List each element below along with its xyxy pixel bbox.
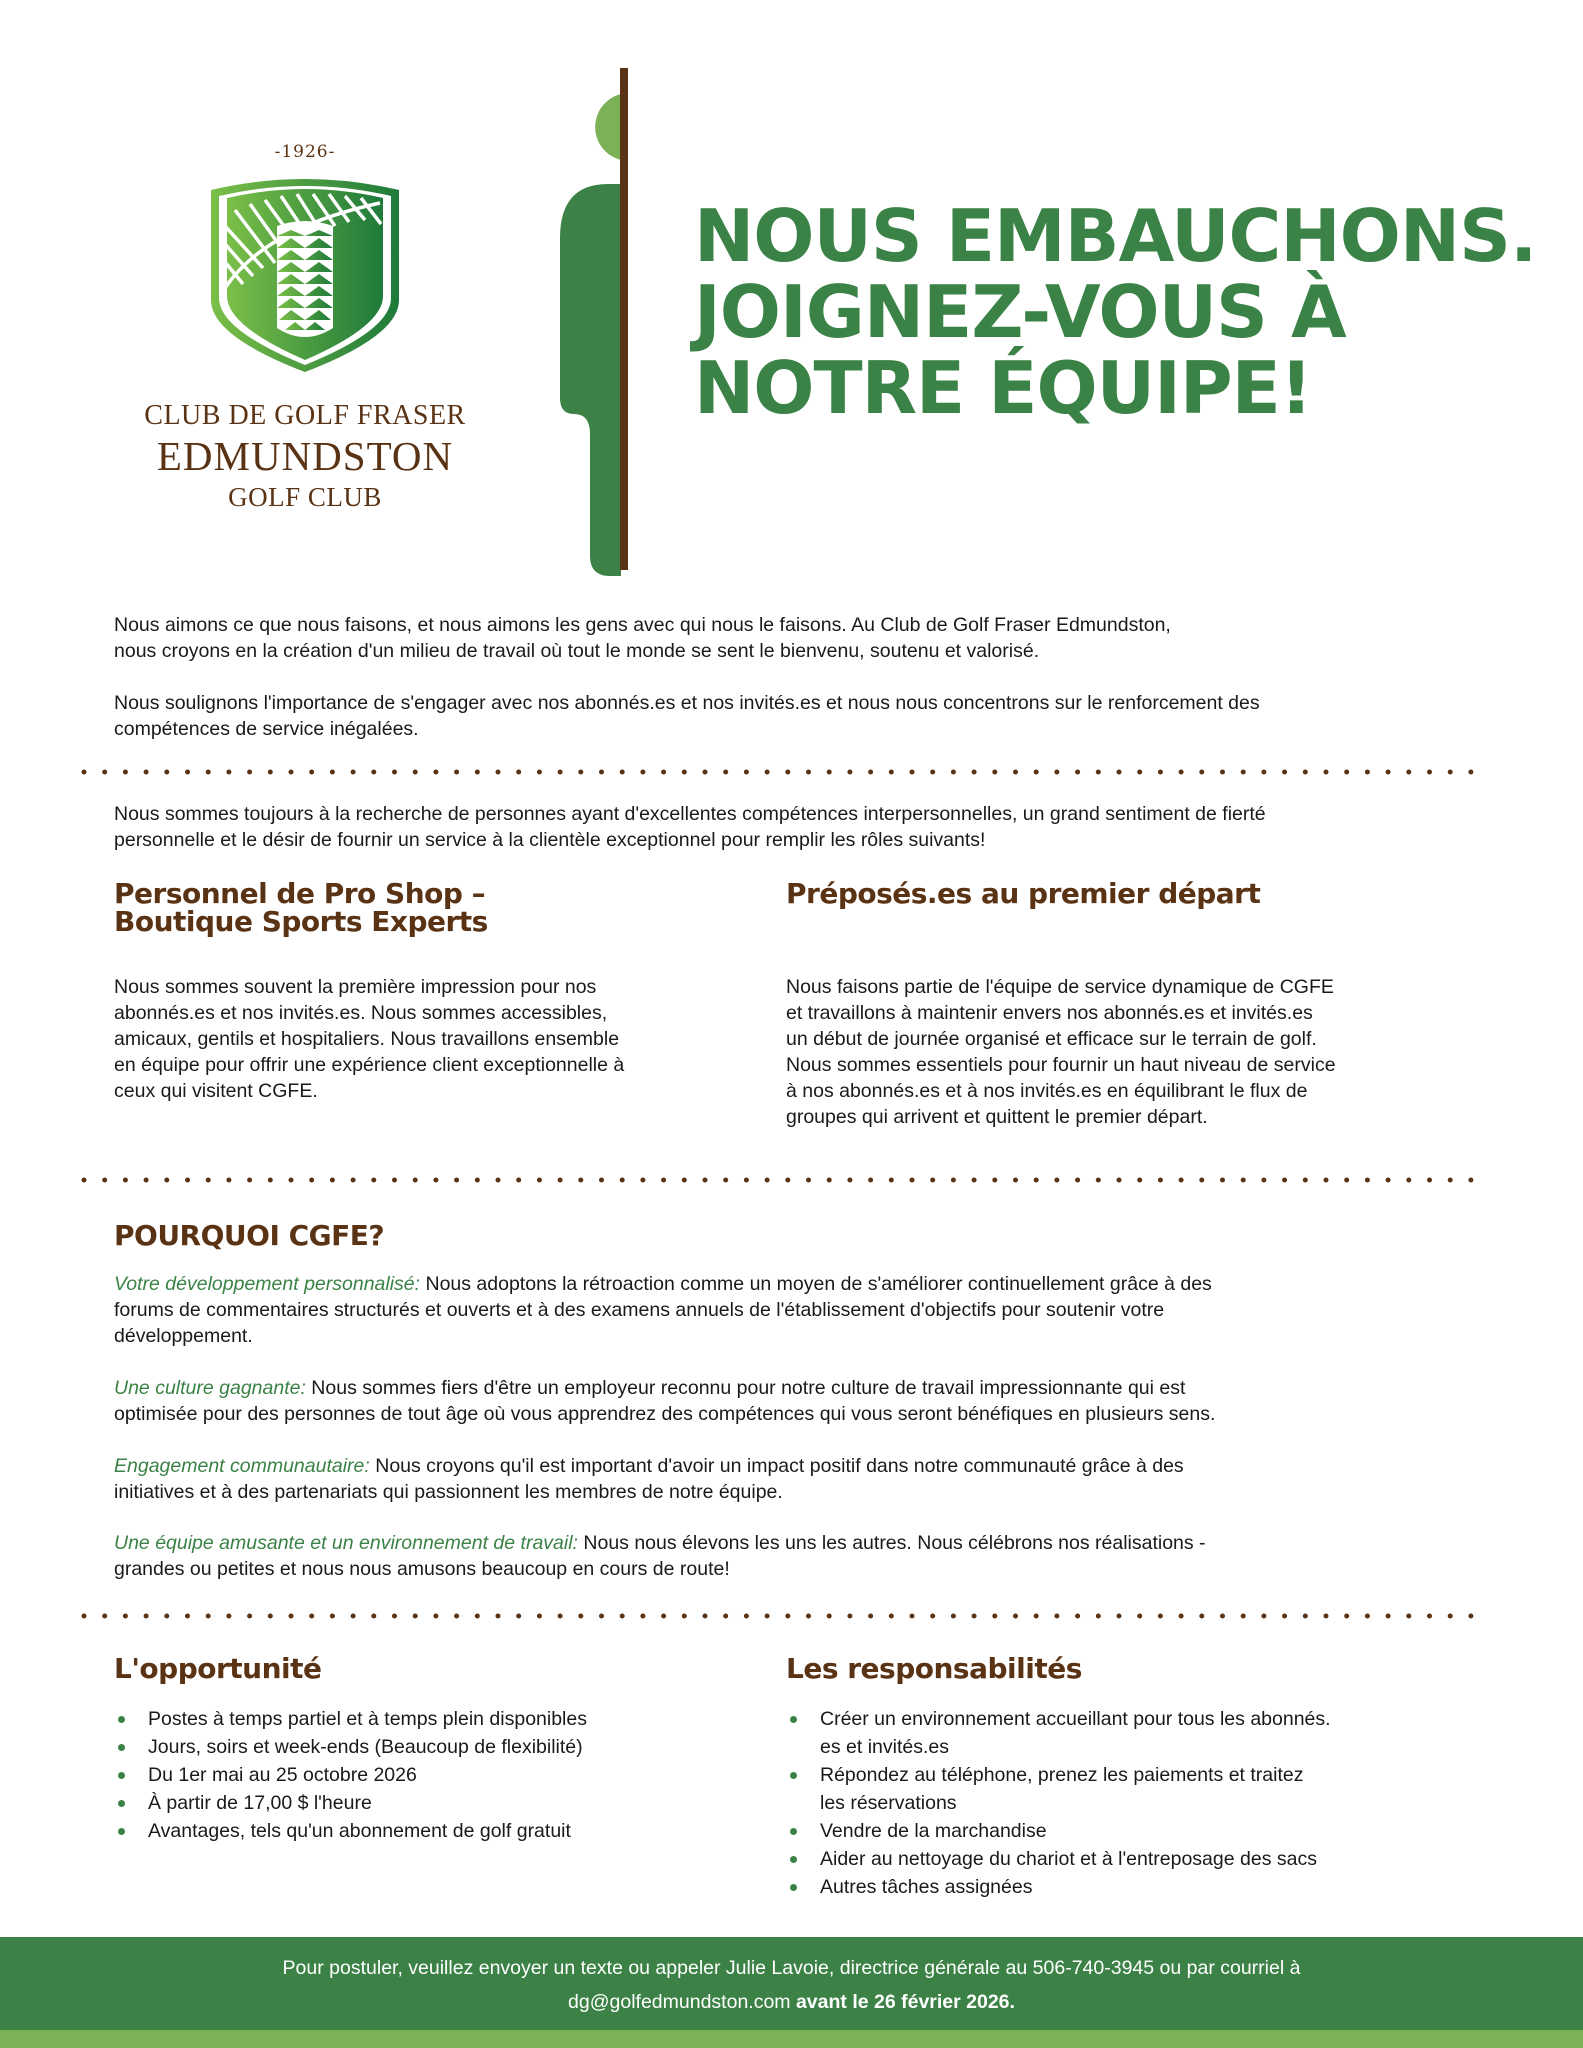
opportunity-section bbox=[114, 1652, 587, 1845]
footer-apply-text: Pour postuler, veuillez envoyer un texte ou appeler Julie Lavoie, directrice générale au 506-740-3945 ou par courriel à dg@golfedmundston.com avant le 26 février 2026. bbox=[282, 1957, 1301, 2013]
why-title: POURQUOI CGFE? bbox=[114, 1219, 385, 1252]
deadline: avant le 26 février 2026. bbox=[790, 1991, 1015, 2013]
role-title: Préposés.es au premier départ bbox=[786, 877, 1261, 910]
role-title: Personnel de Pro Shop – Boutique Sports Experts bbox=[114, 877, 488, 938]
list-item: Vendre de la marchandise bbox=[786, 1817, 1331, 1845]
role-description: Nous faisons partie de l'équipe de service dynamique de CGFE et travaillons à maintenir envers nos abonnés.es et invités.es un début de journée organisé et efficace sur le terrain de golf. Nous sommes essentiels pour fournir un haut niveau de service à nos abonnés.es et à nos invités.es en équilibrant le flux de groupes qui arrivent et quittent le premier départ. bbox=[786, 976, 1336, 1128]
why-item: Votre développement personnalisé: Nous adoptons la rétroaction comme un moyen de s'améliorer continuellement grâce à des forums de commentaires structurés et ouverts et à des examens annuels de l'établissement d'objectifs pour soutenir votre développement. bbox=[114, 1273, 1212, 1347]
responsibilities-section bbox=[786, 1652, 1331, 1901]
contact-email-link[interactable]: dg@golfedmundston.com bbox=[568, 1991, 791, 2013]
why-item: Une culture gagnante: Nous sommes fiers d'être un employeur reconnu pour notre culture de travail impressionnante qui est optimisée pour des personnes de tout âge où vous apprendrez des compétences qui vous seront bénéfiques en plusieurs sens. bbox=[114, 1377, 1216, 1425]
intro-paragraph-1: Nous aimons ce que nous faisons, et nous aimons les gens avec qui nous le faisons. Au Club de Golf Fraser Edmundston, nous croyons en la création d'un milieu de travail où tout le monde se sent le bienvenu, soutenu et valorisé. bbox=[114, 614, 1171, 662]
intro-paragraph-3: Nous sommes toujours à la recherche de personnes ayant d'excellentes compétences interpersonnelles, un grand sentiment de fierté personnelle et le désir de fournir un service à la clientèle exceptionnel pour remplir les rôles suivants! bbox=[114, 803, 1266, 851]
why-item-label: Engagement communautaire: bbox=[114, 1455, 370, 1477]
dotted-divider bbox=[80, 1612, 1492, 1620]
headline-line-2: JOIGNEZ-VOUS À bbox=[694, 270, 1346, 354]
logo-year: -1926- bbox=[274, 142, 336, 162]
responsibilities-list bbox=[786, 1705, 1331, 1901]
why-item-label: Une équipe amusante et un environnement de travail: bbox=[114, 1532, 578, 1554]
headline-line-3: NOTRE ÉQUIPE! bbox=[694, 346, 1312, 430]
list-item: Aider au nettoyage du chariot et à l'entreposage des sacs bbox=[786, 1845, 1331, 1873]
list-item: Avantages, tels qu'un abonnement de golf gratuit bbox=[114, 1817, 587, 1845]
role-description: Nous sommes souvent la première impression pour nos abonnés.es et nos invités.es. Nous sommes accessibles, amicaux, gentils et hospitaliers. Nous travaillons ensemble en équipe pour offrir une expérience client exceptionnelle à ceux qui visitent CGFE. bbox=[114, 976, 625, 1102]
logo-text-club: CLUB DE GOLF FRASER bbox=[144, 400, 466, 431]
list-item: Créer un environnement accueillant pour tous les abonnés. es et invités.es bbox=[786, 1705, 1331, 1761]
list-item: Autres tâches assignées bbox=[786, 1873, 1331, 1901]
page-title bbox=[694, 194, 1554, 430]
role-first-tee bbox=[786, 877, 1406, 1130]
list-item: Jours, soirs et week-ends (Beaucoup de flexibilité) bbox=[114, 1733, 587, 1761]
dotted-divider bbox=[80, 768, 1492, 776]
why-item: Engagement communautaire: Nous croyons qu'il est important d'avoir un impact positif dans notre communauté grâce à des initiatives et à des partenariats qui passionnent les membres de notre équipe. bbox=[114, 1455, 1184, 1503]
list-item: À partir de 17,00 $ l'heure bbox=[114, 1789, 587, 1817]
opportunity-list bbox=[114, 1705, 587, 1845]
dotted-divider bbox=[80, 1176, 1492, 1184]
list-item: Répondez au téléphone, prenez les paiements et traitez les réservations bbox=[786, 1761, 1331, 1817]
why-item-label: Une culture gagnante: bbox=[114, 1377, 306, 1399]
intro-paragraph-2: Nous soulignons l'importance de s'engager avec nos abonnés.es et nos invités.es et nous nous concentrons sur le renforcement des compétences de service inégalées. bbox=[114, 692, 1260, 740]
logo-text-golf-club: GOLF CLUB bbox=[228, 482, 382, 512]
role-pro-shop bbox=[114, 877, 734, 1104]
footer-stripe bbox=[0, 2030, 1583, 2048]
list-item: Postes à temps partiel et à temps plein disponibles bbox=[114, 1705, 587, 1733]
logo-text-edmundston: EDMUNDSTON bbox=[156, 433, 454, 479]
person-silhouette-icon bbox=[560, 60, 630, 600]
why-item-label: Votre développement personnalisé: bbox=[114, 1273, 421, 1295]
pinecone-shield-icon bbox=[205, 168, 405, 373]
headline-line-1: NOUS EMBAUCHONS. bbox=[694, 194, 1537, 278]
opportunity-title: L'opportunité bbox=[114, 1652, 322, 1685]
why-item: Une équipe amusante et un environnement de travail: Nous nous élevons les uns les autres. Nous célébrons nos réalisations - grandes ou petites et nous nous amusons beaucoup en cours de route! bbox=[114, 1532, 1206, 1580]
responsibilities-title: Les responsabilités bbox=[786, 1652, 1082, 1685]
list-item: Du 1er mai au 25 octobre 2026 bbox=[114, 1761, 587, 1789]
